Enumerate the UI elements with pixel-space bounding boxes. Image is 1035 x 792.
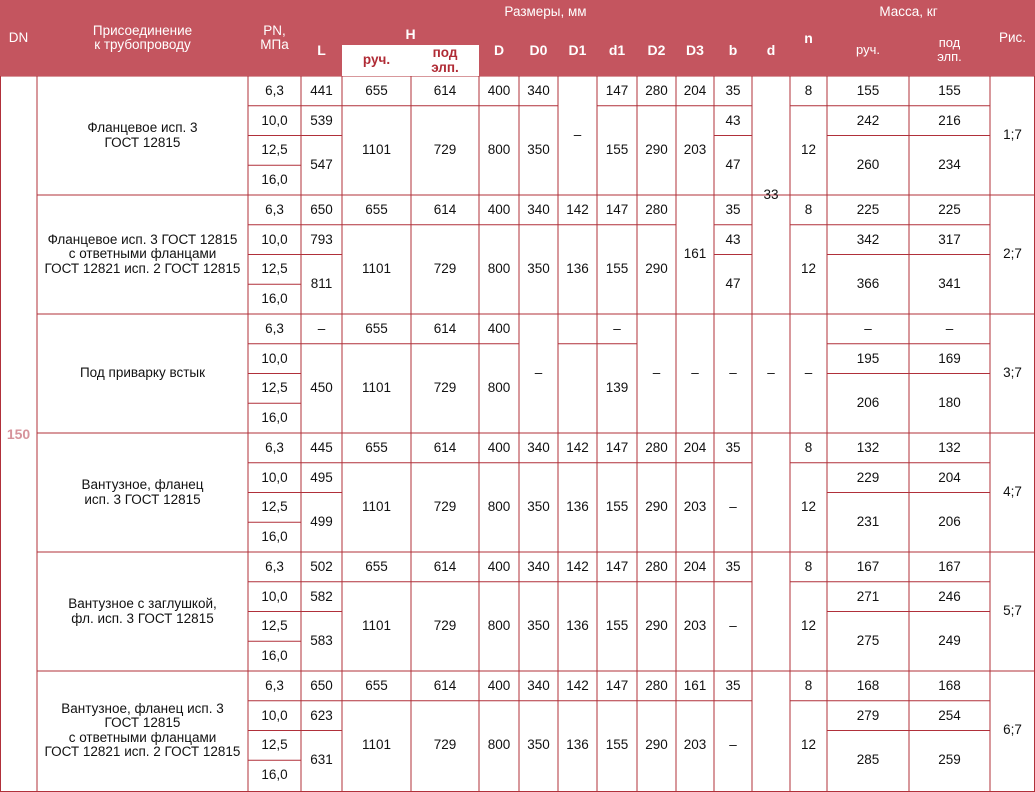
diameter-d3-value: 161	[683, 677, 707, 693]
height-manual-value: 655	[365, 439, 388, 455]
diameter-small-d1-value: 147	[605, 82, 629, 98]
header-mass-electric: под элп.	[909, 24, 990, 76]
dn-value: 150	[6, 425, 31, 442]
header-d3: D3	[676, 24, 714, 76]
pn-value: 10,0	[261, 350, 288, 366]
length-value: 793	[310, 231, 333, 247]
header-h-manual: руч.	[342, 45, 411, 76]
diameter-d1-value: 136	[566, 499, 589, 515]
mass-electric-value: –	[945, 320, 954, 336]
header-d1: d1	[597, 24, 637, 76]
header-d2: D2	[637, 24, 676, 76]
mass-electric-value: 216	[938, 112, 961, 128]
height-manual-value: 1101	[361, 618, 392, 634]
length-value: 441	[310, 82, 333, 98]
diameter-small-d1-value: 139	[605, 380, 629, 396]
thickness-b-value: –	[729, 365, 737, 381]
diameter-small-d1-value: 155	[605, 499, 629, 515]
length-value: 495	[310, 469, 333, 485]
mass-electric-value: 155	[938, 82, 961, 98]
mass-electric-value: 259	[938, 752, 961, 768]
length-value: 583	[310, 633, 333, 649]
diameter-small-d1-value: 155	[605, 261, 629, 277]
length-value: 582	[310, 588, 333, 604]
diameter-d-value: 800	[487, 737, 511, 753]
bolt-count-value: 12	[800, 737, 817, 753]
diameter-d1-value: –	[573, 127, 582, 143]
connection-type: Вантузное, фланец исп. 3 ГОСТ 12815	[81, 477, 204, 507]
height-manual-value: 655	[365, 320, 388, 336]
mass-electric-value: 167	[938, 558, 961, 574]
diameter-d3-value: 203	[683, 737, 707, 753]
diameter-small-d-value: –	[767, 365, 775, 381]
height-electric-value: 729	[433, 737, 457, 753]
header-pn: PN, МПа	[248, 0, 301, 76]
diameter-d0-value: 350	[527, 499, 550, 515]
diameter-d-value: 400	[487, 201, 511, 217]
figure-ref: 1;7	[1003, 127, 1022, 143]
height-electric-value: 729	[433, 499, 457, 515]
thickness-b-value: 35	[725, 201, 741, 217]
diameter-d-value: 400	[487, 677, 511, 693]
header-dn: DN	[0, 0, 37, 76]
header-d: D	[479, 24, 519, 76]
header-L: L	[301, 24, 342, 76]
figure-ref: 4;7	[1003, 484, 1022, 500]
diameter-small-d1-value: 147	[605, 439, 629, 455]
diameter-small-d1-value: 147	[605, 201, 629, 217]
pn-value: 16,0	[261, 172, 288, 188]
mass-electric-value: 168	[938, 677, 961, 693]
diameter-d0-value: 340	[527, 201, 550, 217]
header-fig: Рис.	[990, 0, 1035, 76]
length-value: 650	[310, 201, 333, 217]
thickness-b-value: –	[729, 618, 737, 634]
height-manual-value: 1101	[361, 261, 392, 277]
bolt-count-value: 12	[800, 618, 817, 634]
diameter-d2-value: 280	[645, 677, 668, 693]
mass-manual-value: 271	[856, 588, 880, 604]
pn-value: 6,3	[265, 82, 284, 98]
bolt-count-value: 12	[800, 142, 817, 158]
length-value: 450	[310, 380, 333, 396]
height-electric-value: 614	[433, 439, 457, 455]
header-d0: D0	[519, 24, 558, 76]
diameter-d0-value: 340	[527, 558, 550, 574]
diameter-d3-value: 204	[683, 558, 707, 574]
connection-type: Под приварку встык	[79, 365, 206, 381]
diameter-d3-value: 203	[683, 618, 707, 634]
pn-value: 10,0	[261, 588, 288, 604]
header-d: d	[752, 24, 790, 76]
thickness-b-value: 43	[725, 112, 741, 128]
diameter-d2-value: 280	[645, 439, 668, 455]
diameter-d0-value: 350	[527, 261, 550, 277]
length-value: 631	[310, 752, 333, 768]
mass-manual-value: 195	[856, 350, 880, 366]
mass-electric-value: 317	[938, 231, 961, 247]
height-electric-value: 729	[433, 618, 457, 634]
bolt-count-value: 12	[800, 499, 817, 515]
diameter-small-d1-value: 147	[605, 558, 629, 574]
mass-manual-value: 342	[856, 231, 880, 247]
pn-value: 12,5	[261, 499, 288, 515]
figure-ref: 6;7	[1003, 722, 1022, 738]
bolt-count-value: 8	[804, 558, 813, 574]
bolt-count-value: 8	[804, 201, 813, 217]
diameter-d1-value: 142	[566, 201, 589, 217]
pn-value: 12,5	[261, 142, 288, 158]
pn-value: 10,0	[261, 112, 288, 128]
pn-value: 16,0	[261, 767, 288, 783]
diameter-small-d-shared: 33	[763, 186, 779, 202]
diameter-d2-value: 290	[645, 737, 668, 753]
height-electric-value: 729	[433, 142, 457, 158]
diameter-d1-value	[558, 314, 597, 344]
thickness-b-value: 47	[725, 157, 741, 173]
pn-value: 6,3	[265, 439, 284, 455]
diameter-d-value: 400	[487, 439, 511, 455]
mass-manual-value: 167	[856, 558, 880, 574]
connection-type: Фланцевое исп. 3 ГОСТ 12815 с ответными фланцами ГОСТ 12821 исп. 2 ГОСТ 12815	[44, 232, 241, 276]
diameter-d0-value: 340	[527, 677, 550, 693]
diameter-small-d1-value: 155	[605, 737, 629, 753]
mass-electric-value: 204	[938, 469, 961, 485]
diameter-d3-value: 203	[683, 142, 707, 158]
thickness-b-value: –	[729, 737, 737, 753]
length-value: 499	[310, 514, 333, 530]
bolt-count-value: –	[804, 365, 813, 381]
diameter-d3-value: 161	[683, 246, 707, 262]
header-mass: Масса, кг	[827, 0, 990, 24]
mass-electric-value: 341	[938, 276, 961, 292]
length-value: –	[317, 320, 326, 336]
diameter-d-value: 800	[487, 142, 511, 158]
diameter-small-d1-value: 155	[605, 142, 629, 158]
diameter-d2-value: 290	[645, 142, 668, 158]
connection-type: Вантузное, фланец исп. 3 ГОСТ 12815 с ответными фланцами ГОСТ 12821 исп. 2 ГОСТ 12815	[44, 701, 241, 759]
header-h-electric: под элп.	[411, 45, 479, 76]
connection-type: Вантузное с заглушкой, фл. исп. 3 ГОСТ 12815	[68, 596, 217, 626]
diameter-d-value: 800	[487, 618, 511, 634]
diameter-d-value: 400	[487, 82, 511, 98]
header-mass-manual: руч.	[827, 24, 909, 76]
height-manual-value: 655	[365, 677, 388, 693]
diameter-d3-value: 204	[683, 82, 707, 98]
height-manual-value: 655	[365, 558, 388, 574]
mass-electric-value: 234	[938, 157, 961, 173]
pn-value: 12,5	[261, 618, 288, 634]
mass-electric-value: 246	[938, 588, 961, 604]
diameter-d-value: 800	[487, 261, 511, 277]
diameter-d2-value: 280	[645, 201, 668, 217]
thickness-b-value: 43	[725, 231, 741, 247]
header-b: b	[714, 24, 752, 76]
diameter-d1-value: 142	[566, 558, 589, 574]
mass-manual-value: 229	[856, 469, 880, 485]
mass-manual-value: 279	[856, 707, 880, 723]
mass-manual-value: 275	[856, 633, 880, 649]
diameter-d2-value: 290	[645, 618, 668, 634]
pn-value: 12,5	[261, 737, 288, 753]
mass-manual-value: 225	[856, 201, 880, 217]
bolt-count-value: 12	[800, 261, 817, 277]
diameter-d2-value: –	[652, 365, 661, 381]
height-manual-value: 655	[365, 82, 388, 98]
height-electric-value: 614	[433, 677, 457, 693]
diameter-d0-value: 340	[527, 439, 550, 455]
mass-manual-value: 260	[856, 157, 880, 173]
diameter-small-d1-value: 147	[605, 677, 629, 693]
figure-ref: 2;7	[1003, 246, 1022, 262]
thickness-b-value: 47	[725, 276, 741, 292]
pn-value: 16,0	[261, 648, 288, 664]
diameter-d3-value: –	[691, 365, 699, 381]
pn-value: 6,3	[265, 320, 284, 336]
mass-electric-value: 180	[938, 395, 961, 411]
mass-manual-value: 155	[856, 82, 880, 98]
mass-manual-value: 285	[856, 752, 880, 768]
mass-electric-value: 254	[938, 707, 961, 723]
diameter-d2-value: 280	[645, 82, 668, 98]
pn-value: 10,0	[261, 231, 288, 247]
diameter-d0-value: 350	[527, 142, 550, 158]
header-d1: D1	[558, 24, 597, 76]
mass-manual-value: 366	[856, 276, 880, 292]
diameter-d-value: 400	[487, 320, 511, 336]
mass-manual-value: –	[864, 320, 872, 336]
length-value: 623	[310, 707, 333, 723]
length-value: 445	[310, 439, 333, 455]
header-sizes: Размеры, мм	[301, 0, 790, 24]
diameter-d1-value: 142	[566, 439, 589, 455]
diameter-d2-value: 290	[645, 499, 668, 515]
figure-ref: 3;7	[1003, 365, 1022, 381]
pn-value: 16,0	[261, 291, 288, 307]
bolt-count-value: 8	[804, 439, 813, 455]
height-manual-value: 655	[365, 201, 388, 217]
diameter-d1-value: 136	[566, 261, 589, 277]
pn-value: 6,3	[265, 677, 284, 693]
diameter-small-d1-value: 155	[605, 618, 629, 634]
height-manual-value: 1101	[361, 142, 392, 158]
height-manual-value: 1101	[361, 737, 392, 753]
header-connection: Присоединение к трубопроводу	[37, 0, 248, 76]
height-manual-value: 1101	[361, 380, 392, 396]
diameter-d0-value: –	[534, 365, 543, 381]
thickness-b-value: 35	[725, 558, 741, 574]
diameter-d-value: 400	[487, 558, 511, 574]
diameter-d0-value: 350	[527, 737, 550, 753]
diameter-d1-value: 136	[566, 618, 589, 634]
header-H: H	[342, 24, 479, 45]
diameter-d1-value: 142	[566, 677, 589, 693]
diameter-d3-value: 204	[683, 439, 707, 455]
mass-electric-value: 132	[938, 439, 961, 455]
mass-electric-value: 206	[938, 514, 961, 530]
diameter-d2-value: 280	[645, 558, 668, 574]
thickness-b-value: 35	[725, 677, 741, 693]
pn-value: 16,0	[261, 410, 288, 426]
diameter-d2-value: 290	[645, 261, 668, 277]
diameter-d-value: 800	[487, 499, 511, 515]
diameter-d-value: 800	[487, 380, 511, 396]
thickness-b-value: –	[729, 499, 737, 515]
mass-manual-value: 206	[856, 395, 880, 411]
length-value: 811	[310, 276, 333, 292]
height-electric-value: 729	[433, 261, 457, 277]
diameter-d0-value: 350	[527, 618, 550, 634]
mass-electric-value: 225	[938, 201, 961, 217]
diameter-d0-value: 340	[527, 82, 550, 98]
mass-manual-value: 242	[856, 112, 880, 128]
diameter-d1-value: 136	[566, 737, 589, 753]
pn-value: 12,5	[261, 380, 288, 396]
bolt-count-value: 8	[804, 677, 813, 693]
pn-value: 12,5	[261, 261, 288, 277]
pn-value: 10,0	[261, 707, 288, 723]
header-n: n	[790, 0, 827, 76]
length-value: 539	[310, 112, 333, 128]
length-value: 650	[310, 677, 333, 693]
length-value: 547	[310, 157, 333, 173]
mass-manual-value: 231	[856, 514, 880, 530]
figure-ref: 5;7	[1003, 603, 1022, 619]
thickness-b-value: 35	[725, 82, 741, 98]
height-electric-value: 614	[433, 82, 457, 98]
length-value: 502	[310, 558, 333, 574]
thickness-b-value: 35	[725, 439, 741, 455]
height-electric-value: 729	[433, 380, 457, 396]
mass-manual-value: 132	[856, 439, 880, 455]
diameter-small-d1-value: –	[613, 320, 621, 336]
mass-electric-value: 169	[938, 350, 961, 366]
diameter-d3-value: 203	[683, 499, 707, 515]
bolt-count-value: 8	[804, 82, 813, 98]
mass-manual-value: 168	[856, 677, 880, 693]
pn-value: 6,3	[265, 201, 284, 217]
mass-electric-value: 249	[938, 633, 961, 649]
connection-type: Фланцевое исп. 3 ГОСТ 12815	[87, 120, 198, 150]
height-electric-value: 614	[433, 558, 457, 574]
height-electric-value: 614	[433, 201, 457, 217]
pn-value: 16,0	[261, 529, 288, 545]
height-electric-value: 614	[433, 320, 457, 336]
diameter-d1-value	[558, 344, 597, 433]
pn-value: 6,3	[265, 558, 284, 574]
pn-value: 10,0	[261, 469, 288, 485]
height-manual-value: 1101	[361, 499, 392, 515]
